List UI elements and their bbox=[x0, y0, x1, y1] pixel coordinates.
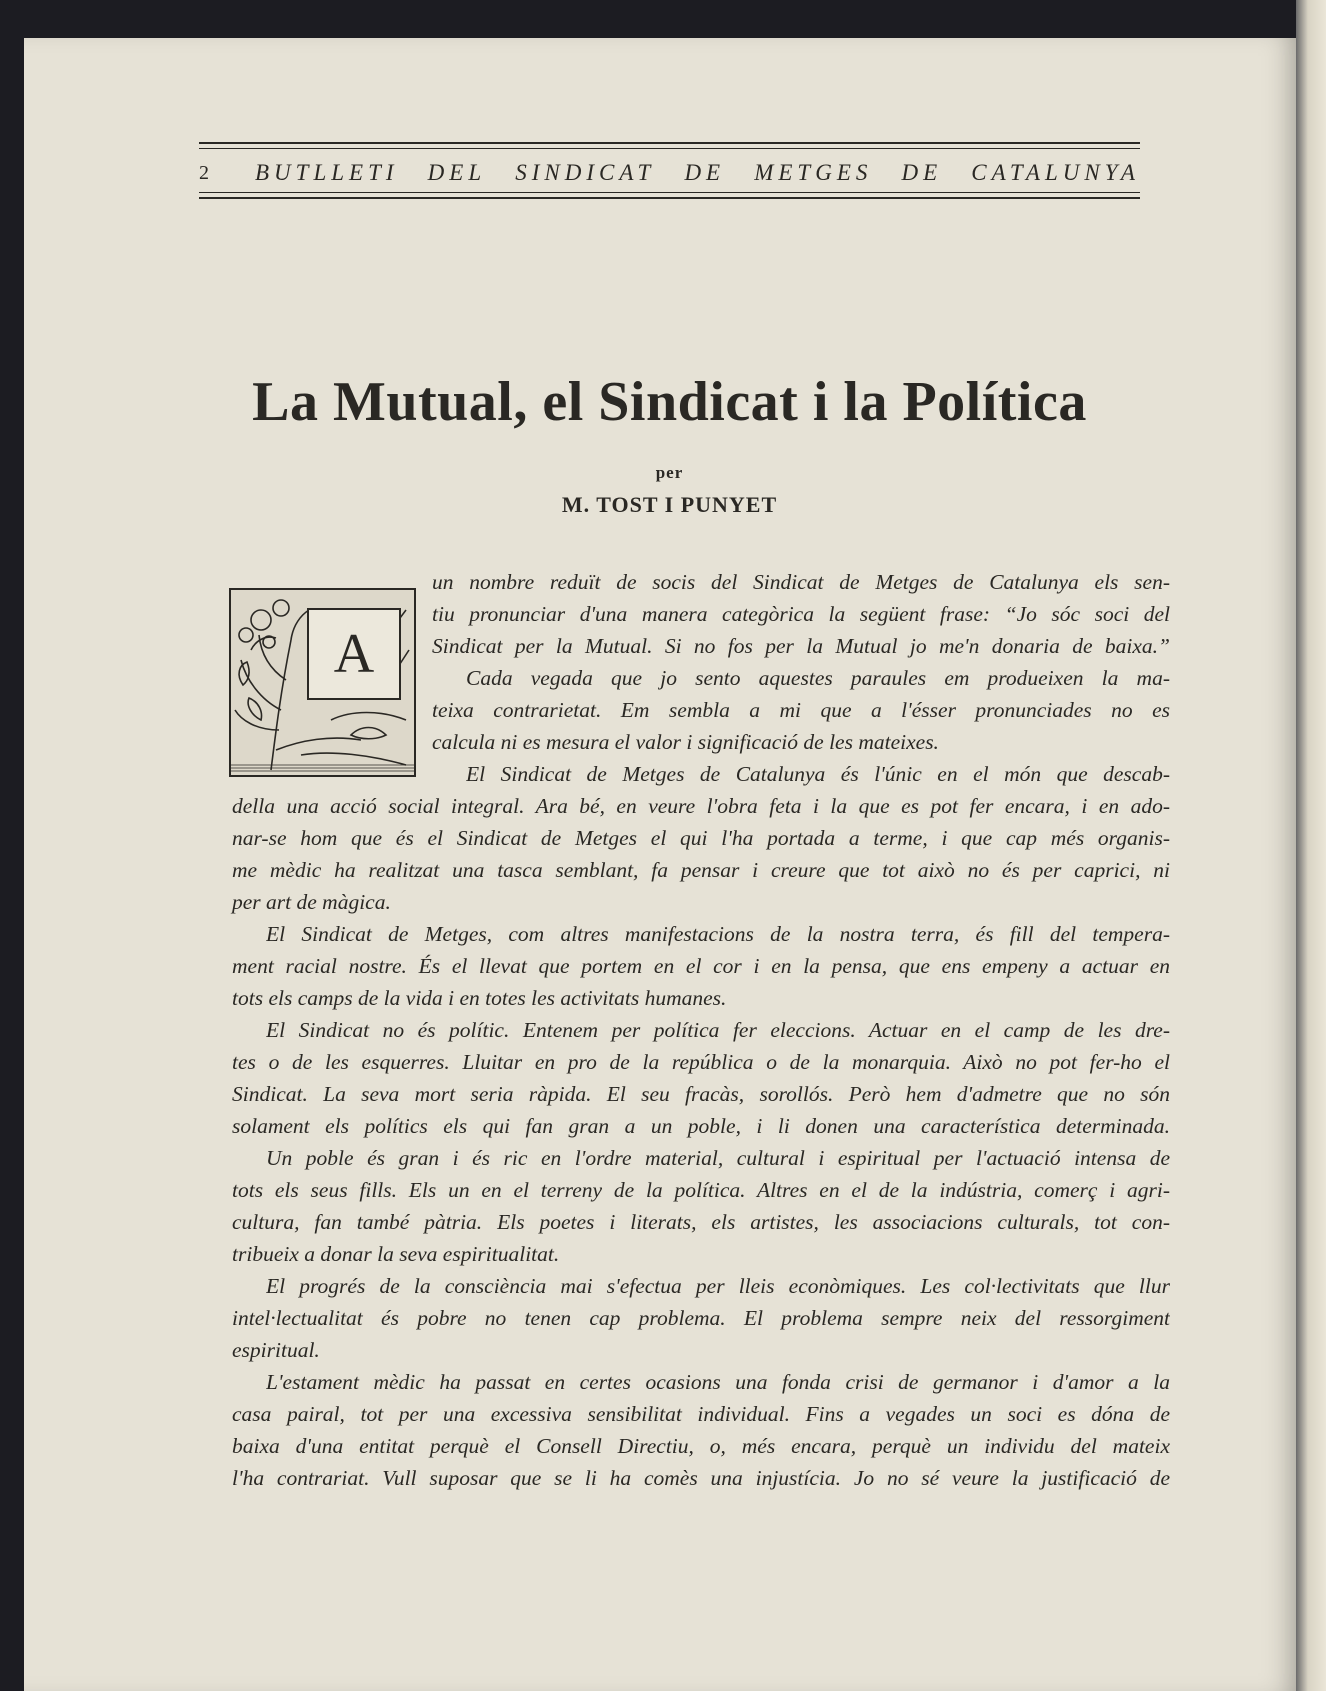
text-line: El Sindicat no és polític. Entenem per política fer eleccions. Actuar en el camp de les dre- bbox=[266, 1018, 1170, 1042]
text-line: tots els seus fills. Els un en el terreny de la política. Altres en el de la indústria, comerç i agri- bbox=[232, 1178, 1170, 1202]
journal-word: DE bbox=[684, 160, 726, 185]
text-line: per art de màgica. bbox=[232, 890, 391, 914]
text-line: El Sindicat de Metges de Catalunya és l'únic en el món que descab- bbox=[466, 762, 1170, 786]
journal-word: CATALUNYA bbox=[971, 160, 1140, 185]
page-number: 2 bbox=[199, 161, 209, 184]
header-rule-top bbox=[199, 142, 1140, 144]
text-line: nar-se hom que és el Sindicat de Metges el qui l'ha portada a terme, i que cap més organis- bbox=[232, 826, 1170, 850]
journal-word: DE bbox=[901, 160, 943, 185]
journal-title bbox=[255, 160, 1140, 186]
journal-word: METGES bbox=[754, 160, 873, 185]
text-line: solament els polítics els qui fan gran a un poble, i li donen una característica determinada. bbox=[232, 1114, 1170, 1138]
text-line: L'estament mèdic ha passat en certes ocasions una fonda crisi de germanor i d'amor a la bbox=[266, 1370, 1170, 1394]
text-line: Cada vegada que jo sento aquestes paraules em produeixen la ma- bbox=[466, 666, 1170, 690]
journal-word: SINDICAT bbox=[515, 160, 656, 185]
text-line: calcula ni es mesura el valor i significació de les mateixes. bbox=[432, 730, 939, 754]
header-rule-bottom bbox=[199, 197, 1140, 199]
text-line: baixa d'una entitat perquè el Consell Directiu, o, més encara, perquè un individu del mateix bbox=[232, 1434, 1170, 1458]
text-line: Sindicat. La seva mort seria ràpida. El seu fracàs, sorollós. Però hem d'admetre que no són bbox=[232, 1082, 1170, 1106]
drop-cap-letter: A bbox=[307, 608, 401, 700]
article-title: La Mutual, el Sindicat i la Política bbox=[252, 371, 1087, 433]
text-line: intel·lectualitat és pobre no tenen cap problema. El problema sempre neix del ressorgiment bbox=[232, 1306, 1170, 1330]
journal-word: BUTLLETI bbox=[255, 160, 399, 185]
text-line: un nombre reduït de socis del Sindicat de Metges de Catalunya els sen- bbox=[432, 570, 1170, 594]
text-line: l'ha contrariat. Vull suposar que se li ha comès una injustícia. Jo no sé veure la justificació de bbox=[232, 1466, 1170, 1490]
text-line: tiu pronunciar d'una manera categòrica la següent frase: “Jo sóc soci del bbox=[432, 602, 1170, 626]
text-line: ment racial nostre. És el llevat que portem en el cor i en la pensa, que ens empeny a actuar en bbox=[232, 954, 1170, 978]
adjacent-page-edge bbox=[1296, 0, 1326, 1691]
text-line: cultura, fan també pàtria. Els poetes i literats, els artistes, les associacions culturals, tot con- bbox=[232, 1210, 1170, 1234]
text-line: teixa contrarietat. Em sembla a mi que a l'ésser pronunciades no es bbox=[432, 698, 1170, 722]
text-line: della una acció social integral. Ara bé, en veure l'obra feta i la que es pot fer encara, i en ado- bbox=[232, 794, 1170, 818]
header-rule-top-thin bbox=[199, 148, 1140, 149]
text-line: Un poble és gran i és ric en l'ordre material, cultural i espiritual per l'actuació intensa de bbox=[266, 1146, 1170, 1170]
text-line: tribueix a donar la seva espiritualitat. bbox=[232, 1242, 560, 1266]
text-line: espiritual. bbox=[232, 1338, 320, 1362]
text-line: El progrés de la consciència mai s'efectua per lleis econòmiques. Les col·lectivitats que llur bbox=[266, 1274, 1170, 1298]
text-line: Sindicat per la Mutual. Si no fos per la Mutual jo me'n donaria de baixa.” bbox=[432, 634, 1170, 658]
text-line: tots els camps de la vida i en totes les activitats humanes. bbox=[232, 986, 727, 1010]
text-line: casa pairal, tot per una excessiva sensibilitat individual. Fins a vegades un soci es dóna de bbox=[232, 1402, 1170, 1426]
journal-word: DEL bbox=[427, 160, 487, 185]
running-header bbox=[199, 104, 1140, 202]
header-rule-bottom-thin bbox=[199, 192, 1140, 193]
article-author: M. TOST I PUNYET bbox=[561, 492, 778, 517]
ornamental-drop-cap bbox=[229, 588, 416, 777]
byline-per: per bbox=[655, 463, 684, 482]
text-line: me mèdic ha realitzat una tasca semblant, fa pensar i creure que tot això no és per caprici, ni bbox=[232, 858, 1170, 882]
text-line: tes o de les esquerres. Lluitar en pro de la república o de la monarquia. Això no pot fer-ho el bbox=[232, 1050, 1170, 1074]
text-line: El Sindicat de Metges, com altres manifestacions de la nostra terra, és fill del tempera- bbox=[266, 922, 1170, 946]
